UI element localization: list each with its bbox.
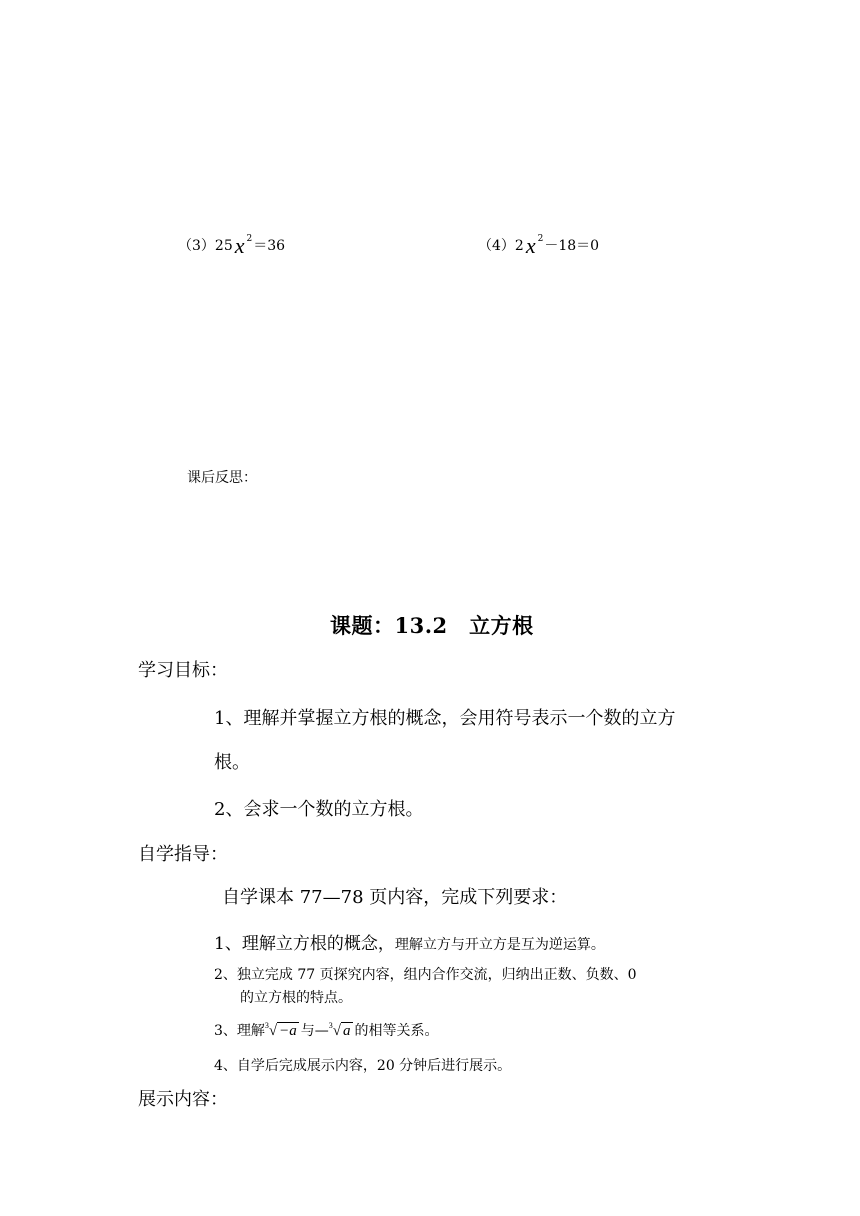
guidance-item-4: 4、自学后完成展示内容，20 分钟后进行展示。	[214, 1058, 512, 1074]
exercise-4-prefix: （4）2	[478, 238, 524, 254]
guidance-item-1-rest: 理解立方与开立方是互为逆运算。	[394, 937, 605, 953]
cube-root-a: 3 √ a	[328, 1021, 351, 1039]
cube-root-neg-a: 3 √ −a	[264, 1021, 297, 1039]
objective-item-2: 2、会求一个数的立方根。	[214, 799, 424, 820]
guidance-item-2-line-2: 的立方根的特点。	[240, 990, 352, 1006]
guidance-item-1	[214, 929, 605, 954]
guidance-item-3	[214, 1020, 439, 1040]
exercise-3	[178, 230, 285, 256]
reflection-label: 课后反思：	[187, 470, 257, 486]
guidance-item-3-prefix: 3、理解	[214, 1023, 265, 1039]
objective-item-1-line-2: 根。	[214, 752, 250, 773]
guidance-item-1-main: 1、理解立方根的概念，	[214, 934, 395, 954]
guidance-item-3-suffix: 的相等关系。	[354, 1023, 439, 1039]
exercise-4-variable: x	[525, 233, 536, 258]
exercise-3-prefix: （3）25	[178, 238, 233, 254]
exercise-4-suffix: －18＝0	[544, 238, 600, 254]
exercise-4-exponent: 2	[537, 234, 544, 244]
guidance-heading: 自学指导：	[138, 844, 228, 865]
guidance-intro: 自学课本 77—78 页内容，完成下列要求：	[222, 887, 568, 908]
display-heading: 展示内容：	[138, 1089, 228, 1110]
objective-item-1-line-1: 1、理解并掌握立方根的概念，会用符号表示一个数的立方	[214, 708, 676, 729]
exercise-3-exponent: 2	[246, 234, 253, 244]
guidance-item-3-middle: 与—	[300, 1023, 329, 1039]
guidance-item-2-line-1: 2、独立完成 77 页探究内容，组内合作交流，归纳出正数、负数、0	[214, 967, 637, 983]
exercise-4	[478, 230, 599, 256]
objectives-heading: 学习目标：	[138, 660, 228, 681]
exercise-3-variable: x	[234, 233, 245, 258]
exercise-3-suffix: ＝36	[253, 238, 286, 254]
lesson-title: 课题：13.2 立方根	[330, 613, 534, 638]
